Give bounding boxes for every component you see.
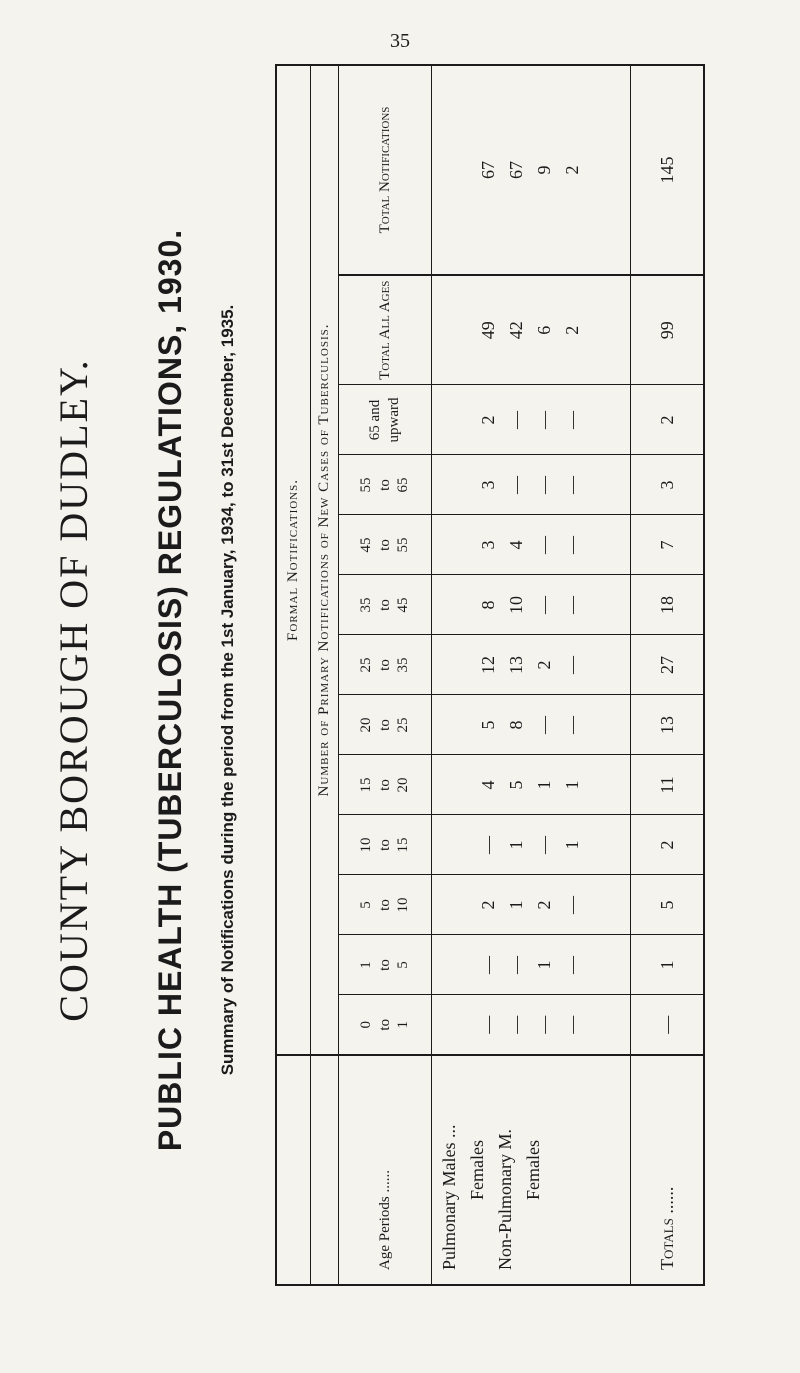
total-cell: 5 [631,875,705,935]
primary-notifications-header: Number of Primary Notifications of New Cases of Tuberculosis. [311,65,339,1055]
main-title: PUBLIC HEALTH (TUBERCULOSIS) REGULATIONS, 1930. [152,228,188,1152]
age-period: 0 to 1 [339,995,432,1055]
age-period: 15 to 20 [339,755,432,815]
data-cell: 2 1 2 — [432,875,631,935]
total-cell: 11 [631,755,705,815]
total-cell: 13 [631,695,705,755]
page-number: 35 [390,30,410,52]
age-period: 35 to 45 [339,575,432,635]
subtitle: Summary of Notifications during the period from the 1st January, 1934, to 31st December, 1935. [218,304,237,1076]
totals-label: Totals ...... [631,1055,705,1285]
data-cell: 3 4 — — [432,515,631,575]
age-period: 45 to 55 [339,515,432,575]
total-cell: — [631,995,705,1055]
grand-total-notifications: 145 [631,65,705,275]
totals-row [631,65,705,1285]
notifications-table [275,64,705,1286]
data-cell: — 1 — 1 [432,815,631,875]
group-header-row [276,65,311,1285]
total-cell: 2 [631,385,705,455]
age-period: 10 to 15 [339,815,432,875]
age-period: 55 to 65 [339,455,432,515]
row-label: Females [522,1140,543,1200]
data-cell: 2 — — — [432,385,631,455]
row-label: Pulmonary Males ... [439,1124,459,1270]
total-cell: 2 [631,815,705,875]
total-notifications-cell: 67 67 9 2 [432,65,631,275]
age-periods-row [339,65,432,1285]
section-header-row [311,65,339,1285]
total-cell: 1 [631,935,705,995]
age-period: 5 to 10 [339,875,432,935]
total-notifications-header: Total Notifications [339,65,432,275]
total-cell: 3 [631,455,705,515]
data-cell: 5 8 — — [432,695,631,755]
age-period: 1 to 5 [339,935,432,995]
total-cell: 7 [631,515,705,575]
row-labels [432,1055,631,1285]
data-cell: — — 1 — [432,935,631,995]
total-cell: 18 [631,575,705,635]
data-cell: 8 10 — — [432,575,631,635]
age-period: 20 to 25 [339,695,432,755]
data-cell: 3 — — — [432,455,631,515]
age-periods-label: Age Periods ...... [339,1055,432,1285]
age-period: 65 and upward [339,385,432,455]
age-period: 25 to 35 [339,635,432,695]
data-cell: — — — — [432,995,631,1055]
table-body [432,65,631,1285]
total-cell: 27 [631,635,705,695]
formal-notifications-header: Formal Notifications. [276,65,311,1055]
row-label: Non-Pulmonary M. [494,1129,515,1270]
data-cell: 4 5 1 1 [432,755,631,815]
row-label: Females [466,1140,487,1200]
data-cell: 12 13 2 — [432,635,631,695]
grand-total-all-ages: 99 [631,275,705,385]
county-heading: COUNTY BOROUGH OF DUDLEY. [51,358,96,1022]
rotated-content [50,70,750,1310]
total-all-ages-header: Total All Ages [339,275,432,385]
total-all-ages-cell: 49 42 6 2 [432,275,631,385]
